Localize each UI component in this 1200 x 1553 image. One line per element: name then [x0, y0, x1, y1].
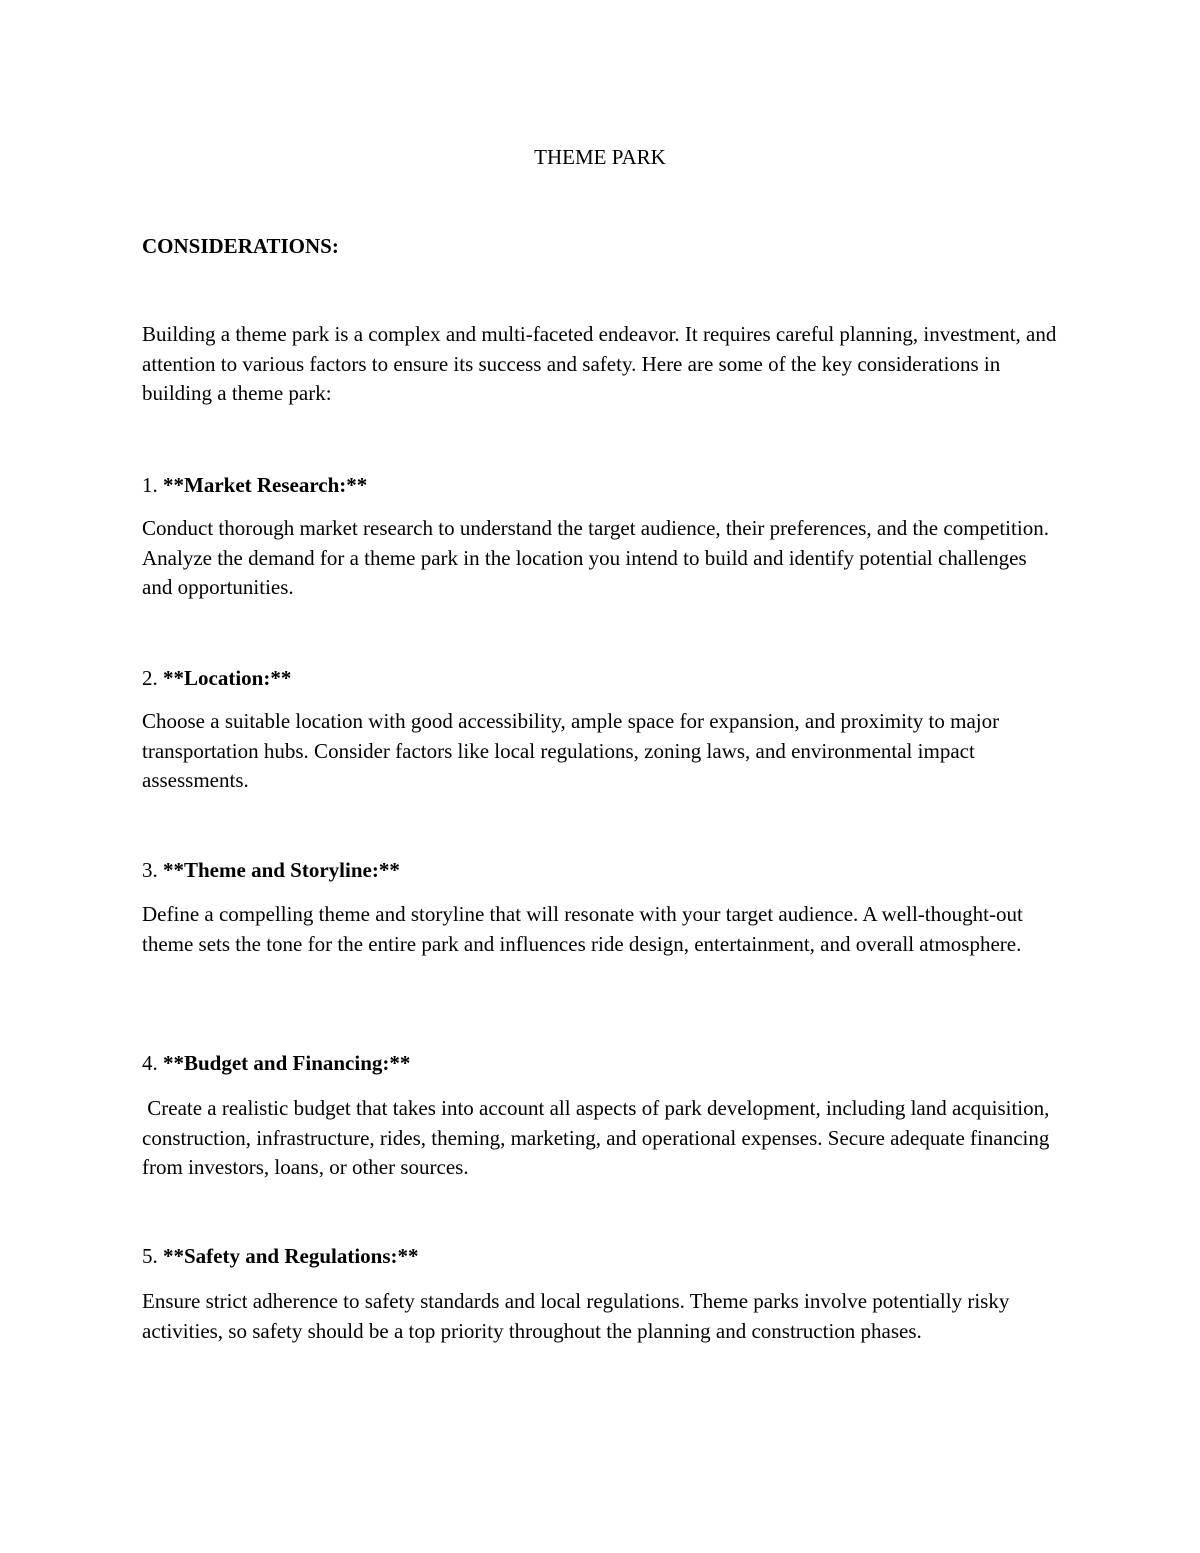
section-number: 2. — [142, 666, 158, 690]
section-body-location: Choose a suitable location with good accessibility, ample space for expansion, and proximity to major transportation hubs. Consider factors like local regulations, zoning laws, and environmental impact assessments. — [142, 709, 1000, 792]
intro-paragraph: Building a theme park is a complex and multi-faceted endeavor. It requires careful planning, investment, and attention to various factors to ensure its success and safety. Here are some of the key considerations in building a theme park: — [142, 322, 1057, 405]
section-heading-text: **Budget and Financing:** — [163, 1051, 411, 1075]
section-body-safety-regulations: Ensure strict adherence to safety standards and local regulations. Theme parks involve potentially risky activities, so safety should be a top priority throughout the planning and construction phases. — [142, 1289, 1010, 1343]
section-heading-location — [142, 664, 291, 692]
section-heading-text: **Location:** — [163, 666, 292, 690]
section-body-theme-storyline: Define a compelling theme and storyline that will resonate with your target audience. A well-thought-out theme sets the tone for the entire park and influences ride design, entertainment, and overall atmosphere. — [142, 902, 1023, 956]
section-number: 5. — [142, 1244, 158, 1268]
section-number: 3. — [142, 858, 158, 882]
section-heading-theme-storyline — [142, 856, 400, 884]
section-heading-budget-financing — [142, 1049, 410, 1077]
section-heading-text: **Safety and Regulations:** — [163, 1244, 419, 1268]
section-body-budget-financing: Create a realistic budget that takes into account all aspects of park development, including land acquisition, construction, infrastructure, rides, theming, marketing, and operational expenses. Secure adequate financing from investors, loans, or other sources. — [142, 1096, 1055, 1179]
section-heading-text: **Theme and Storyline:** — [163, 858, 400, 882]
section-body-market-research: Conduct thorough market research to understand the target audience, their preferences, and the competition. Analyze the demand for a theme park in the location you intend to build and identify potential challenges and opportunities. — [142, 516, 1049, 599]
section-heading-market-research — [142, 471, 367, 499]
section-number: 1. — [142, 473, 158, 497]
section-number: 4. — [142, 1051, 158, 1075]
section-heading-safety-regulations — [142, 1242, 419, 1270]
page-title: THEME PARK — [534, 145, 666, 169]
section-subtitle: CONSIDERATIONS: — [142, 234, 339, 258]
section-heading-text: **Market Research:** — [163, 473, 368, 497]
